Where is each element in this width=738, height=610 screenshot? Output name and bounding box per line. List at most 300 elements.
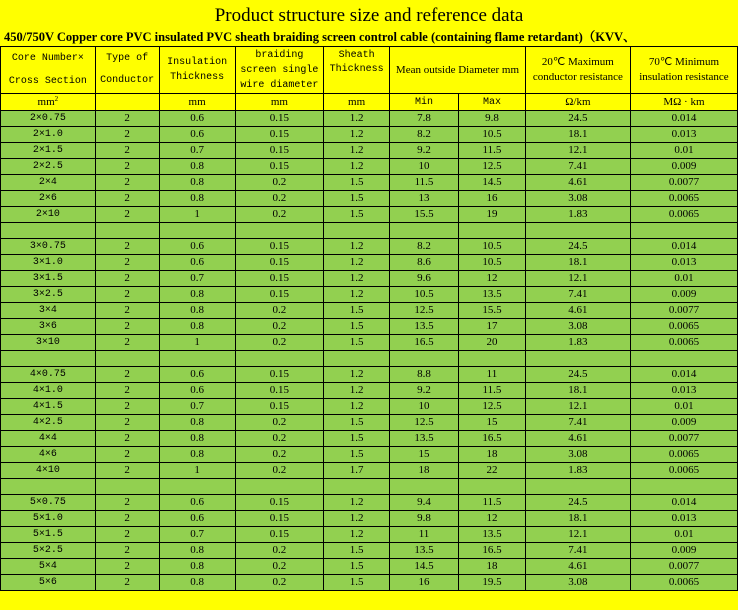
cell-core-section[interactable]: 5×2.5 — [1, 543, 96, 559]
cell-core-section[interactable] — [1, 223, 96, 239]
cell-core-section[interactable]: 4×0.75 — [1, 367, 96, 383]
cell-conductor-type[interactable]: 2 — [95, 271, 159, 287]
cell-sheath-thickness[interactable] — [324, 479, 390, 495]
table-row[interactable] — [1, 175, 738, 191]
cell-diameter-min[interactable]: 9.8 — [390, 511, 459, 527]
cell-conductor-resistance[interactable]: 7.41 — [525, 159, 630, 175]
cell-diameter-max[interactable]: 19 — [459, 207, 526, 223]
cell-conductor-type[interactable]: 2 — [95, 463, 159, 479]
cell-core-section[interactable] — [1, 351, 96, 367]
cell-conductor-resistance[interactable]: 3.08 — [525, 447, 630, 463]
cell-core-section[interactable]: 2×0.75 — [1, 111, 96, 127]
cell-diameter-max[interactable]: 16.5 — [459, 431, 526, 447]
cell-conductor-type[interactable]: 2 — [95, 127, 159, 143]
header-braid-wire-diameter[interactable]: braiding screen single wire diameter — [235, 47, 324, 94]
cell-sheath-thickness[interactable]: 1.5 — [324, 447, 390, 463]
cell-conductor-type[interactable]: 2 — [95, 559, 159, 575]
cell-diameter-max[interactable] — [459, 223, 526, 239]
table-row[interactable] — [1, 415, 738, 431]
cell-braid-diameter[interactable]: 0.2 — [235, 543, 324, 559]
cell-core-section[interactable]: 3×0.75 — [1, 239, 96, 255]
cell-diameter-min[interactable]: 15 — [390, 447, 459, 463]
cell-conductor-resistance[interactable]: 24.5 — [525, 111, 630, 127]
cell-conductor-type[interactable]: 2 — [95, 239, 159, 255]
cell-diameter-min[interactable]: 8.8 — [390, 367, 459, 383]
cell-conductor-resistance[interactable] — [525, 479, 630, 495]
table-row[interactable] — [1, 479, 738, 495]
cell-insulation-thickness[interactable]: 0.8 — [159, 191, 235, 207]
cell-sheath-thickness[interactable]: 1.5 — [324, 175, 390, 191]
cell-diameter-min[interactable]: 16 — [390, 575, 459, 591]
cell-insulation-thickness[interactable]: 0.6 — [159, 367, 235, 383]
cell-braid-diameter[interactable] — [235, 479, 324, 495]
table-row[interactable] — [1, 239, 738, 255]
cell-braid-diameter[interactable]: 0.15 — [235, 287, 324, 303]
cell-sheath-thickness[interactable]: 1.5 — [324, 303, 390, 319]
cell-core-section[interactable]: 5×4 — [1, 559, 96, 575]
cell-braid-diameter[interactable]: 0.2 — [235, 175, 324, 191]
cell-core-section[interactable]: 4×1.5 — [1, 399, 96, 415]
cell-diameter-min[interactable]: 18 — [390, 463, 459, 479]
cell-insulation-thickness[interactable]: 0.8 — [159, 431, 235, 447]
cell-braid-diameter[interactable]: 0.15 — [235, 399, 324, 415]
cell-diameter-min[interactable]: 7.8 — [390, 111, 459, 127]
cell-core-section[interactable]: 4×6 — [1, 447, 96, 463]
cell-sheath-thickness[interactable]: 1.2 — [324, 271, 390, 287]
cell-insulation-thickness[interactable]: 0.7 — [159, 143, 235, 159]
table-row[interactable] — [1, 495, 738, 511]
table-row[interactable] — [1, 351, 738, 367]
cell-insulation-thickness[interactable]: 0.7 — [159, 527, 235, 543]
cell-conductor-resistance[interactable]: 1.83 — [525, 335, 630, 351]
cell-diameter-min[interactable]: 9.2 — [390, 383, 459, 399]
cell-conductor-resistance[interactable]: 7.41 — [525, 287, 630, 303]
cell-insulation-resistance[interactable] — [630, 479, 737, 495]
cell-insulation-thickness[interactable]: 0.8 — [159, 447, 235, 463]
cell-insulation-resistance[interactable]: 0.01 — [630, 143, 737, 159]
cell-braid-diameter[interactable]: 0.15 — [235, 255, 324, 271]
cell-core-section[interactable]: 2×2.5 — [1, 159, 96, 175]
cell-conductor-type[interactable] — [95, 223, 159, 239]
cell-core-section[interactable]: 2×1.5 — [1, 143, 96, 159]
table-row[interactable] — [1, 303, 738, 319]
cell-conductor-type[interactable]: 2 — [95, 399, 159, 415]
table-row[interactable] — [1, 143, 738, 159]
cell-sheath-thickness[interactable] — [324, 223, 390, 239]
cell-insulation-thickness[interactable]: 0.6 — [159, 239, 235, 255]
cell-diameter-max[interactable]: 10.5 — [459, 127, 526, 143]
cell-conductor-resistance[interactable]: 18.1 — [525, 383, 630, 399]
cell-diameter-max[interactable]: 18 — [459, 559, 526, 575]
cell-conductor-resistance[interactable]: 12.1 — [525, 271, 630, 287]
cell-conductor-type[interactable]: 2 — [95, 287, 159, 303]
cell-diameter-max[interactable]: 15 — [459, 415, 526, 431]
cell-sheath-thickness[interactable]: 1.2 — [324, 287, 390, 303]
cell-insulation-resistance[interactable]: 0.014 — [630, 495, 737, 511]
cell-insulation-thickness[interactable]: 1 — [159, 207, 235, 223]
cell-diameter-max[interactable]: 18 — [459, 447, 526, 463]
table-row[interactable] — [1, 159, 738, 175]
header-core-section[interactable] — [1, 47, 96, 94]
cell-insulation-thickness[interactable]: 0.8 — [159, 175, 235, 191]
cell-diameter-min[interactable]: 10 — [390, 399, 459, 415]
cell-conductor-type[interactable]: 2 — [95, 191, 159, 207]
cell-diameter-max[interactable]: 10.5 — [459, 239, 526, 255]
cell-diameter-min[interactable] — [390, 351, 459, 367]
cell-diameter-max[interactable] — [459, 479, 526, 495]
cell-insulation-resistance[interactable]: 0.01 — [630, 399, 737, 415]
cell-conductor-resistance[interactable]: 12.1 — [525, 143, 630, 159]
table-row[interactable] — [1, 463, 738, 479]
cell-core-section[interactable]: 3×2.5 — [1, 287, 96, 303]
cell-diameter-max[interactable]: 11.5 — [459, 383, 526, 399]
cell-insulation-thickness[interactable]: 0.6 — [159, 511, 235, 527]
cell-diameter-min[interactable]: 11.5 — [390, 175, 459, 191]
cell-insulation-resistance[interactable]: 0.01 — [630, 527, 737, 543]
cell-braid-diameter[interactable]: 0.2 — [235, 191, 324, 207]
cell-braid-diameter[interactable]: 0.2 — [235, 575, 324, 591]
table-row[interactable] — [1, 271, 738, 287]
cell-diameter-max[interactable]: 11 — [459, 367, 526, 383]
cell-insulation-resistance[interactable]: 0.0065 — [630, 335, 737, 351]
cell-core-section[interactable]: 5×6 — [1, 575, 96, 591]
cell-sheath-thickness[interactable]: 1.2 — [324, 399, 390, 415]
cell-conductor-type[interactable]: 2 — [95, 207, 159, 223]
cell-insulation-resistance[interactable]: 0.0077 — [630, 303, 737, 319]
cell-conductor-type[interactable]: 2 — [95, 495, 159, 511]
cell-sheath-thickness[interactable]: 1.5 — [324, 575, 390, 591]
cell-sheath-thickness[interactable]: 1.2 — [324, 111, 390, 127]
cell-conductor-type[interactable]: 2 — [95, 527, 159, 543]
cell-core-section[interactable]: 2×6 — [1, 191, 96, 207]
cell-diameter-min[interactable]: 13.5 — [390, 431, 459, 447]
cell-braid-diameter[interactable]: 0.15 — [235, 383, 324, 399]
cell-insulation-thickness[interactable]: 0.7 — [159, 271, 235, 287]
cell-core-section[interactable]: 2×10 — [1, 207, 96, 223]
cell-braid-diameter[interactable]: 0.2 — [235, 335, 324, 351]
cell-conductor-type[interactable]: 2 — [95, 367, 159, 383]
cell-insulation-thickness[interactable]: 0.6 — [159, 127, 235, 143]
cell-diameter-max[interactable]: 13.5 — [459, 287, 526, 303]
table-row[interactable] — [1, 191, 738, 207]
table-row[interactable] — [1, 335, 738, 351]
cell-core-section[interactable]: 3×10 — [1, 335, 96, 351]
cell-diameter-max[interactable]: 13.5 — [459, 527, 526, 543]
cell-conductor-type[interactable]: 2 — [95, 319, 159, 335]
cell-diameter-max[interactable]: 22 — [459, 463, 526, 479]
cell-insulation-resistance[interactable]: 0.014 — [630, 111, 737, 127]
cell-diameter-min[interactable]: 12.5 — [390, 415, 459, 431]
table-row[interactable] — [1, 527, 738, 543]
cell-diameter-min[interactable]: 14.5 — [390, 559, 459, 575]
cell-conductor-resistance[interactable]: 4.61 — [525, 431, 630, 447]
cell-conductor-resistance[interactable] — [525, 351, 630, 367]
cell-sheath-thickness[interactable] — [324, 351, 390, 367]
header-insulation-thickness[interactable]: Insulation Thickness — [159, 47, 235, 94]
cell-conductor-resistance[interactable]: 3.08 — [525, 319, 630, 335]
cell-diameter-max[interactable]: 15.5 — [459, 303, 526, 319]
cell-diameter-min[interactable]: 12.5 — [390, 303, 459, 319]
cell-insulation-resistance[interactable]: 0.014 — [630, 367, 737, 383]
cell-diameter-min[interactable]: 13.5 — [390, 319, 459, 335]
cell-diameter-min[interactable]: 10 — [390, 159, 459, 175]
cell-insulation-resistance[interactable]: 0.0065 — [630, 319, 737, 335]
cell-insulation-resistance[interactable]: 0.009 — [630, 543, 737, 559]
cell-core-section[interactable]: 2×4 — [1, 175, 96, 191]
cell-insulation-thickness[interactable]: 0.8 — [159, 415, 235, 431]
cell-insulation-resistance[interactable] — [630, 351, 737, 367]
cell-conductor-resistance[interactable]: 18.1 — [525, 127, 630, 143]
cell-conductor-type[interactable]: 2 — [95, 159, 159, 175]
cell-insulation-resistance[interactable]: 0.0065 — [630, 207, 737, 223]
cell-diameter-min[interactable]: 15.5 — [390, 207, 459, 223]
cell-core-section[interactable]: 3×4 — [1, 303, 96, 319]
table-row[interactable] — [1, 575, 738, 591]
cell-insulation-thickness[interactable]: 0.6 — [159, 255, 235, 271]
table-row[interactable] — [1, 511, 738, 527]
cell-conductor-resistance[interactable]: 18.1 — [525, 255, 630, 271]
cell-insulation-thickness[interactable]: 0.6 — [159, 495, 235, 511]
cell-conductor-type[interactable]: 2 — [95, 335, 159, 351]
cell-insulation-thickness[interactable] — [159, 351, 235, 367]
cell-core-section[interactable]: 5×0.75 — [1, 495, 96, 511]
cell-diameter-max[interactable]: 12.5 — [459, 159, 526, 175]
cell-conductor-resistance[interactable]: 24.5 — [525, 367, 630, 383]
cell-sheath-thickness[interactable]: 1.5 — [324, 191, 390, 207]
cell-sheath-thickness[interactable]: 1.5 — [324, 543, 390, 559]
cell-insulation-resistance[interactable]: 0.0077 — [630, 175, 737, 191]
cell-sheath-thickness[interactable]: 1.2 — [324, 127, 390, 143]
cell-sheath-thickness[interactable]: 1.2 — [324, 383, 390, 399]
cell-conductor-type[interactable]: 2 — [95, 511, 159, 527]
cell-insulation-resistance[interactable]: 0.014 — [630, 239, 737, 255]
cell-diameter-max[interactable]: 9.8 — [459, 111, 526, 127]
cell-conductor-resistance[interactable]: 1.83 — [525, 463, 630, 479]
cell-sheath-thickness[interactable]: 1.2 — [324, 527, 390, 543]
cell-conductor-resistance[interactable]: 12.1 — [525, 527, 630, 543]
table-row[interactable] — [1, 207, 738, 223]
cell-diameter-min[interactable]: 16.5 — [390, 335, 459, 351]
cell-diameter-max[interactable]: 20 — [459, 335, 526, 351]
cell-insulation-resistance[interactable]: 0.01 — [630, 271, 737, 287]
cell-sheath-thickness[interactable]: 1.2 — [324, 159, 390, 175]
cell-insulation-thickness[interactable] — [159, 223, 235, 239]
table-row[interactable] — [1, 367, 738, 383]
header-conductor-resistance[interactable]: 20℃ Maximum conductor resistance — [525, 47, 630, 94]
cell-braid-diameter[interactable]: 0.15 — [235, 495, 324, 511]
cell-sheath-thickness[interactable]: 1.2 — [324, 511, 390, 527]
cell-sheath-thickness[interactable]: 1.5 — [324, 207, 390, 223]
cell-braid-diameter[interactable]: 0.15 — [235, 111, 324, 127]
cell-conductor-type[interactable]: 2 — [95, 447, 159, 463]
cell-sheath-thickness[interactable]: 1.7 — [324, 463, 390, 479]
cell-braid-diameter[interactable]: 0.15 — [235, 527, 324, 543]
table-row[interactable] — [1, 127, 738, 143]
cell-braid-diameter[interactable]: 0.15 — [235, 159, 324, 175]
cell-sheath-thickness[interactable]: 1.2 — [324, 143, 390, 159]
table-row[interactable] — [1, 287, 738, 303]
cell-conductor-type[interactable]: 2 — [95, 143, 159, 159]
cell-conductor-type[interactable]: 2 — [95, 543, 159, 559]
cell-conductor-type[interactable] — [95, 479, 159, 495]
cell-braid-diameter[interactable]: 0.2 — [235, 303, 324, 319]
cell-braid-diameter[interactable]: 0.2 — [235, 447, 324, 463]
cell-insulation-thickness[interactable]: 1 — [159, 463, 235, 479]
cell-core-section[interactable]: 4×10 — [1, 463, 96, 479]
header-outside-diameter[interactable]: Mean outside Diameter mm — [390, 47, 526, 94]
cell-insulation-thickness[interactable]: 0.8 — [159, 543, 235, 559]
cell-diameter-min[interactable]: 13 — [390, 191, 459, 207]
cell-conductor-resistance[interactable] — [525, 223, 630, 239]
cell-insulation-resistance[interactable]: 0.0065 — [630, 463, 737, 479]
cell-core-section[interactable]: 4×1.0 — [1, 383, 96, 399]
cell-core-section[interactable] — [1, 479, 96, 495]
cell-insulation-thickness[interactable]: 0.8 — [159, 575, 235, 591]
cell-conductor-type[interactable]: 2 — [95, 303, 159, 319]
cell-conductor-resistance[interactable]: 3.08 — [525, 575, 630, 591]
cell-sheath-thickness[interactable]: 1.2 — [324, 239, 390, 255]
table-row[interactable] — [1, 223, 738, 239]
table-row[interactable] — [1, 111, 738, 127]
cell-insulation-resistance[interactable]: 0.009 — [630, 415, 737, 431]
cell-insulation-thickness[interactable]: 0.8 — [159, 319, 235, 335]
cell-sheath-thickness[interactable]: 1.5 — [324, 319, 390, 335]
cell-insulation-resistance[interactable]: 0.013 — [630, 127, 737, 143]
cell-diameter-max[interactable]: 12 — [459, 271, 526, 287]
cell-diameter-min[interactable] — [390, 223, 459, 239]
cell-core-section[interactable]: 4×2.5 — [1, 415, 96, 431]
cell-core-section[interactable]: 3×6 — [1, 319, 96, 335]
table-row[interactable] — [1, 383, 738, 399]
cell-braid-diameter[interactable]: 0.2 — [235, 207, 324, 223]
cell-braid-diameter[interactable]: 0.15 — [235, 367, 324, 383]
cell-diameter-max[interactable]: 12 — [459, 511, 526, 527]
cell-diameter-max[interactable] — [459, 351, 526, 367]
cell-conductor-type[interactable]: 2 — [95, 175, 159, 191]
cell-diameter-min[interactable] — [390, 479, 459, 495]
cell-core-section[interactable]: 3×1.5 — [1, 271, 96, 287]
cell-braid-diameter[interactable]: 0.15 — [235, 511, 324, 527]
cell-diameter-max[interactable]: 17 — [459, 319, 526, 335]
cell-braid-diameter[interactable]: 0.15 — [235, 239, 324, 255]
cell-insulation-resistance[interactable]: 0.0065 — [630, 447, 737, 463]
cell-diameter-min[interactable]: 10.5 — [390, 287, 459, 303]
cell-braid-diameter[interactable]: 0.2 — [235, 463, 324, 479]
cell-insulation-thickness[interactable]: 0.8 — [159, 287, 235, 303]
cell-conductor-resistance[interactable]: 24.5 — [525, 495, 630, 511]
cell-core-section[interactable]: 2×1.0 — [1, 127, 96, 143]
cell-sheath-thickness[interactable]: 1.2 — [324, 367, 390, 383]
cell-insulation-thickness[interactable]: 0.6 — [159, 111, 235, 127]
cell-conductor-type[interactable]: 2 — [95, 415, 159, 431]
cell-conductor-resistance[interactable]: 3.08 — [525, 191, 630, 207]
cell-insulation-resistance[interactable]: 0.009 — [630, 159, 737, 175]
cell-conductor-resistance[interactable]: 12.1 — [525, 399, 630, 415]
cell-conductor-resistance[interactable]: 7.41 — [525, 415, 630, 431]
cell-conductor-resistance[interactable]: 4.61 — [525, 175, 630, 191]
cell-braid-diameter[interactable]: 0.2 — [235, 431, 324, 447]
cell-diameter-min[interactable]: 8.6 — [390, 255, 459, 271]
cell-diameter-max[interactable]: 10.5 — [459, 255, 526, 271]
cell-conductor-type[interactable] — [95, 351, 159, 367]
cell-diameter-min[interactable]: 9.6 — [390, 271, 459, 287]
cell-conductor-resistance[interactable]: 4.61 — [525, 303, 630, 319]
cell-sheath-thickness[interactable]: 1.5 — [324, 335, 390, 351]
cell-braid-diameter[interactable] — [235, 351, 324, 367]
cell-diameter-max[interactable]: 11.5 — [459, 143, 526, 159]
cell-braid-diameter[interactable] — [235, 223, 324, 239]
cell-braid-diameter[interactable]: 0.2 — [235, 319, 324, 335]
cell-diameter-max[interactable]: 16.5 — [459, 543, 526, 559]
header-insulation-resistance[interactable]: 70℃ Minimum insulation resistance — [630, 47, 737, 94]
cell-core-section[interactable]: 5×1.0 — [1, 511, 96, 527]
table-row[interactable] — [1, 447, 738, 463]
cell-braid-diameter[interactable]: 0.15 — [235, 271, 324, 287]
cell-diameter-min[interactable]: 9.4 — [390, 495, 459, 511]
cell-conductor-type[interactable]: 2 — [95, 111, 159, 127]
cell-conductor-type[interactable]: 2 — [95, 575, 159, 591]
cell-insulation-thickness[interactable] — [159, 479, 235, 495]
cell-core-section[interactable]: 3×1.0 — [1, 255, 96, 271]
cell-insulation-resistance[interactable]: 0.0065 — [630, 191, 737, 207]
cell-diameter-min[interactable]: 9.2 — [390, 143, 459, 159]
cell-insulation-resistance[interactable]: 0.0065 — [630, 575, 737, 591]
table-row[interactable] — [1, 543, 738, 559]
cell-conductor-resistance[interactable]: 24.5 — [525, 239, 630, 255]
cell-insulation-thickness[interactable]: 0.8 — [159, 303, 235, 319]
cell-diameter-max[interactable]: 14.5 — [459, 175, 526, 191]
cell-braid-diameter[interactable]: 0.15 — [235, 143, 324, 159]
cell-sheath-thickness[interactable]: 1.5 — [324, 415, 390, 431]
cell-insulation-thickness[interactable]: 0.8 — [159, 559, 235, 575]
header-sheath-thickness[interactable]: Sheath Thickness — [324, 47, 390, 94]
table-row[interactable] — [1, 399, 738, 415]
cell-braid-diameter[interactable]: 0.2 — [235, 415, 324, 431]
table-row[interactable] — [1, 255, 738, 271]
cell-insulation-resistance[interactable]: 0.013 — [630, 511, 737, 527]
cell-conductor-type[interactable]: 2 — [95, 431, 159, 447]
cell-insulation-resistance[interactable]: 0.0077 — [630, 559, 737, 575]
cell-conductor-resistance[interactable]: 18.1 — [525, 511, 630, 527]
header-conductor-type[interactable]: Type of Conductor — [95, 47, 159, 94]
cell-insulation-thickness[interactable]: 1 — [159, 335, 235, 351]
table-row[interactable] — [1, 431, 738, 447]
cell-diameter-min[interactable]: 8.2 — [390, 239, 459, 255]
cell-diameter-min[interactable]: 8.2 — [390, 127, 459, 143]
cell-braid-diameter[interactable]: 0.2 — [235, 559, 324, 575]
cell-braid-diameter[interactable]: 0.15 — [235, 127, 324, 143]
cell-conductor-resistance[interactable]: 4.61 — [525, 559, 630, 575]
cell-sheath-thickness[interactable]: 1.2 — [324, 495, 390, 511]
cell-diameter-max[interactable]: 11.5 — [459, 495, 526, 511]
cell-conductor-resistance[interactable]: 1.83 — [525, 207, 630, 223]
cell-diameter-max[interactable]: 16 — [459, 191, 526, 207]
cell-insulation-thickness[interactable]: 0.8 — [159, 159, 235, 175]
cell-insulation-resistance[interactable]: 0.009 — [630, 287, 737, 303]
cell-conductor-resistance[interactable]: 7.41 — [525, 543, 630, 559]
cell-core-section[interactable]: 4×4 — [1, 431, 96, 447]
cell-diameter-max[interactable]: 12.5 — [459, 399, 526, 415]
cell-diameter-min[interactable]: 13.5 — [390, 543, 459, 559]
cell-conductor-type[interactable]: 2 — [95, 255, 159, 271]
cell-diameter-max[interactable]: 19.5 — [459, 575, 526, 591]
cell-diameter-min[interactable]: 11 — [390, 527, 459, 543]
cell-conductor-type[interactable]: 2 — [95, 383, 159, 399]
cell-insulation-thickness[interactable]: 0.6 — [159, 383, 235, 399]
cell-sheath-thickness[interactable]: 1.5 — [324, 559, 390, 575]
cell-insulation-resistance[interactable]: 0.013 — [630, 255, 737, 271]
cell-insulation-resistance[interactable] — [630, 223, 737, 239]
